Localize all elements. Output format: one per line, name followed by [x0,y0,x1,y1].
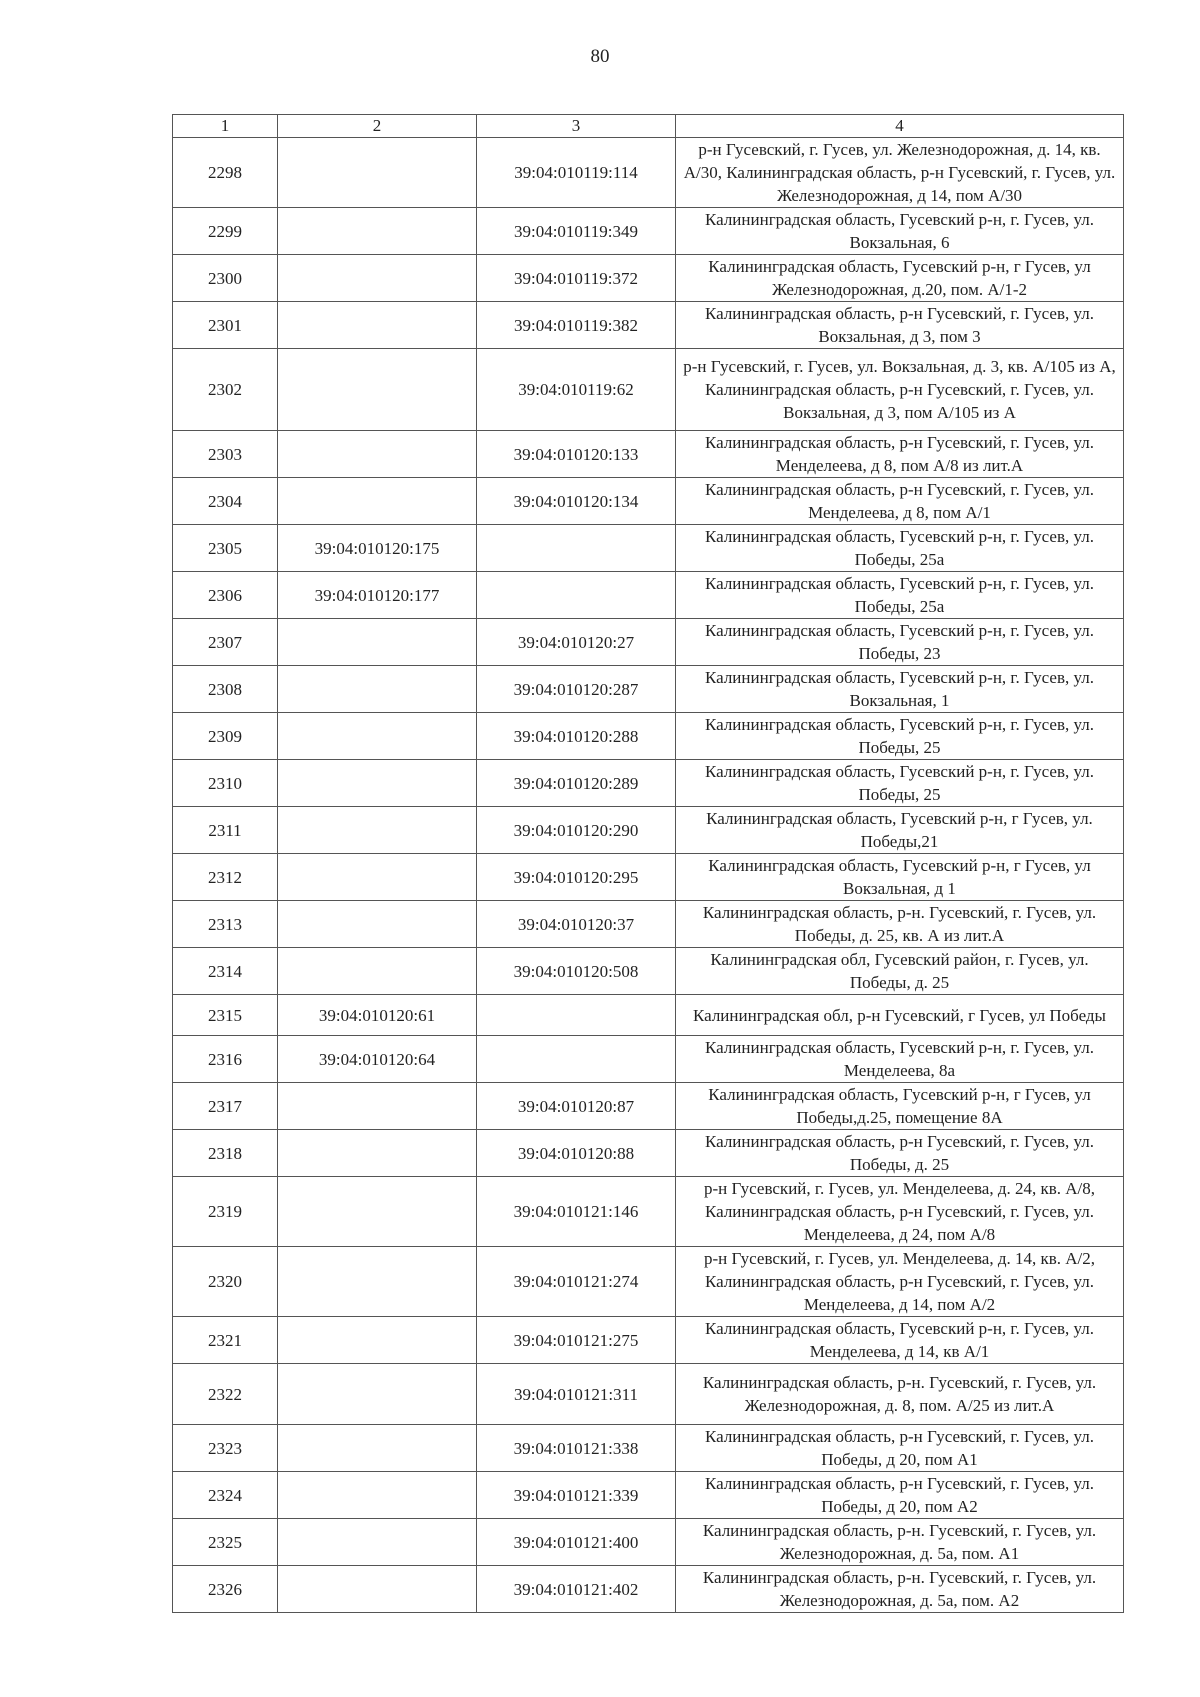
cadastral-cell [278,948,477,995]
address-cell: Калининградская область, Гусевский р-н, г. Гусев, ул. Победы, 25 [676,760,1124,807]
cadastral-cell [278,208,477,255]
cadastral-cell: 39:04:010121:275 [477,1317,676,1364]
cadastral-cell: 39:04:010121:400 [477,1519,676,1566]
row-number-cell: 2310 [173,760,278,807]
table-row [173,666,1124,713]
table-row [173,1177,1124,1247]
row-number-cell: 2301 [173,302,278,349]
table-row [173,255,1124,302]
table-row [173,1130,1124,1177]
cadastral-cell [278,1177,477,1247]
cadastral-cell: 39:04:010120:61 [278,995,477,1036]
cadastral-cell [278,478,477,525]
row-number-cell: 2311 [173,807,278,854]
address-cell: Калининградская область, Гусевский р-н, г Гусев, ул Победы,д.25, помещение 8А [676,1083,1124,1130]
cadastral-cell: 39:04:010120:27 [477,619,676,666]
cadastral-cell [278,1364,477,1425]
row-number-cell: 2306 [173,572,278,619]
table-row [173,760,1124,807]
row-number-cell: 2312 [173,854,278,901]
cadastral-cell: 39:04:010121:402 [477,1566,676,1613]
cadastral-cell [278,713,477,760]
row-number-cell: 2308 [173,666,278,713]
row-number-cell: 2302 [173,349,278,431]
row-number-cell: 2324 [173,1472,278,1519]
table-row [173,854,1124,901]
table-row [173,995,1124,1036]
column-header: 3 [477,115,676,138]
cadastral-cell: 39:04:010120:290 [477,807,676,854]
table-row [173,572,1124,619]
table-row [173,1472,1124,1519]
table-row [173,1317,1124,1364]
cadastral-cell [278,760,477,807]
cadastral-cell [278,349,477,431]
cadastral-cell: 39:04:010120:287 [477,666,676,713]
row-number-cell: 2322 [173,1364,278,1425]
cadastral-cell [278,1519,477,1566]
cadastral-cell [278,302,477,349]
cadastral-cell: 39:04:010120:288 [477,713,676,760]
cadastral-cell: 39:04:010120:508 [477,948,676,995]
cadastral-cell [278,1317,477,1364]
address-cell: Калининградская область, р-н Гусевский, г. Гусев, ул. Победы, д 20, пом А1 [676,1425,1124,1472]
cadastral-cell [477,995,676,1036]
row-number-cell: 2304 [173,478,278,525]
row-number-cell: 2318 [173,1130,278,1177]
cadastral-cell: 39:04:010120:87 [477,1083,676,1130]
cadastral-cell [278,431,477,478]
address-cell: Калининградская область, Гусевский р-н, г. Гусев, ул. Менделеева, 8а [676,1036,1124,1083]
table-row [173,1036,1124,1083]
row-number-cell: 2326 [173,1566,278,1613]
address-cell: Калининградская область, р-н. Гусевский, г. Гусев, ул. Железнодорожная, д. 5а, пом. А1 [676,1519,1124,1566]
row-number-cell: 2317 [173,1083,278,1130]
cadastral-cell: 39:04:010120:133 [477,431,676,478]
cadastral-cell: 39:04:010120:37 [477,901,676,948]
cadastral-cell: 39:04:010120:88 [477,1130,676,1177]
cadastral-cell: 39:04:010120:64 [278,1036,477,1083]
cadastral-cell: 39:04:010121:339 [477,1472,676,1519]
table-row [173,431,1124,478]
cadastral-cell [477,1036,676,1083]
cadastral-cell [278,138,477,208]
cadastral-cell: 39:04:010119:114 [477,138,676,208]
address-cell: Калининградская область, Гусевский р-н, г. Гусев, ул. Победы, 25а [676,525,1124,572]
table-row [173,1425,1124,1472]
address-cell: Калининградская область, Гусевский р-н, г. Гусев, ул. Вокзальная, 1 [676,666,1124,713]
address-cell: Калининградская обл, р-н Гусевский, г Гусев, ул Победы [676,995,1124,1036]
row-number-cell: 2314 [173,948,278,995]
table-row [173,138,1124,208]
cadastral-cell [278,1130,477,1177]
address-cell: Калининградская область, р-н. Гусевский, г. Гусев, ул. Железнодорожная, д. 5а, пом. А2 [676,1566,1124,1613]
table-row [173,349,1124,431]
cadastral-cell [278,666,477,713]
column-header: 2 [278,115,477,138]
address-cell: Калининградская область, р-н Гусевский, г. Гусев, ул. Менделеева, д 8, пом А/1 [676,478,1124,525]
address-cell: р-н Гусевский, г. Гусев, ул. Менделеева, д. 24, кв. А/8, Калининградская область, р-н Гусевский, г. Гусев, ул. Менделеева, д 24, пом А/8 [676,1177,1124,1247]
address-cell: Калининградская область, р-н Гусевский, г. Гусев, ул. Вокзальная, д 3, пом 3 [676,302,1124,349]
cadastral-cell [278,1566,477,1613]
table-row [173,1566,1124,1613]
row-number-cell: 2320 [173,1247,278,1317]
cadastral-cell: 39:04:010121:274 [477,1247,676,1317]
address-cell: Калининградская область, Гусевский р-н, г. Гусев, ул. Победы, 25 [676,713,1124,760]
cadastral-cell [278,854,477,901]
column-header: 1 [173,115,278,138]
cadastral-cell [278,1425,477,1472]
address-cell: Калининградская область, Гусевский р-н, г Гусев, ул Железнодорожная, д.20, пом. А/1-2 [676,255,1124,302]
cadastral-cell [278,255,477,302]
cadastral-cell: 39:04:010120:175 [278,525,477,572]
address-cell: р-н Гусевский, г. Гусев, ул. Железнодорожная, д. 14, кв. А/30, Калининградская область, р-н Гусевский, г. Гусев, ул. Железнодорожная, д 14, пом А/30 [676,138,1124,208]
cadastral-cell: 39:04:010120:134 [477,478,676,525]
cadastral-cell: 39:04:010121:146 [477,1177,676,1247]
table-row [173,901,1124,948]
cadastral-cell [477,525,676,572]
cadastral-cell: 39:04:010120:295 [477,854,676,901]
table-row [173,478,1124,525]
registry-table [172,114,1124,1613]
address-cell: Калининградская область, р-н Гусевский, г. Гусев, ул. Менделеева, д 8, пом А/8 из лит.А [676,431,1124,478]
address-cell: Калининградская область, Гусевский р-н, г. Гусев, ул. Победы, 23 [676,619,1124,666]
table-row [173,948,1124,995]
address-cell: Калининградская область, р-н Гусевский, г. Гусев, ул. Победы, д 20, пом А2 [676,1472,1124,1519]
table-row [173,619,1124,666]
cadastral-cell: 39:04:010119:372 [477,255,676,302]
row-number-cell: 2307 [173,619,278,666]
header-row [173,115,1124,138]
row-number-cell: 2303 [173,431,278,478]
row-number-cell: 2325 [173,1519,278,1566]
cadastral-cell: 39:04:010119:62 [477,349,676,431]
address-cell: Калининградская область, Гусевский р-н, г. Гусев, ул. Менделеева, д 14, кв А/1 [676,1317,1124,1364]
table-row [173,807,1124,854]
table-row [173,1247,1124,1317]
row-number-cell: 2313 [173,901,278,948]
row-number-cell: 2319 [173,1177,278,1247]
cadastral-cell [477,572,676,619]
address-cell: р-н Гусевский, г. Гусев, ул. Вокзальная, д. 3, кв. А/105 из А, Калининградская область, р-н Гусевский, г. Гусев, ул. Вокзальная, д 3, пом А/105 из А [676,349,1124,431]
row-number-cell: 2315 [173,995,278,1036]
table-row [173,1083,1124,1130]
row-number-cell: 2299 [173,208,278,255]
table-row [173,713,1124,760]
address-cell: р-н Гусевский, г. Гусев, ул. Менделеева, д. 14, кв. А/2, Калининградская область, р-н Гусевский, г. Гусев, ул. Менделеева, д 14, пом А/2 [676,1247,1124,1317]
row-number-cell: 2323 [173,1425,278,1472]
table-row [173,525,1124,572]
address-cell: Калининградская область, Гусевский р-н, г Гусев, ул Вокзальная, д 1 [676,854,1124,901]
row-number-cell: 2321 [173,1317,278,1364]
cadastral-cell: 39:04:010119:349 [477,208,676,255]
cadastral-cell: 39:04:010121:338 [477,1425,676,1472]
page-number: 80 [590,46,610,67]
row-number-cell: 2316 [173,1036,278,1083]
cadastral-cell: 39:04:010121:311 [477,1364,676,1425]
address-cell: Калининградская область, р-н. Гусевский, г. Гусев, ул. Победы, д. 25, кв. А из лит.А [676,901,1124,948]
cadastral-cell [278,1472,477,1519]
table-row [173,1364,1124,1425]
cadastral-cell [278,1083,477,1130]
table-row [173,302,1124,349]
row-number-cell: 2300 [173,255,278,302]
address-cell: Калининградская область, Гусевский р-н, г. Гусев, ул. Победы, 25а [676,572,1124,619]
row-number-cell: 2305 [173,525,278,572]
address-cell: Калининградская обл, Гусевский район, г. Гусев, ул. Победы, д. 25 [676,948,1124,995]
cadastral-cell [278,807,477,854]
row-number-cell: 2298 [173,138,278,208]
table-row [173,1519,1124,1566]
cadastral-cell: 39:04:010120:177 [278,572,477,619]
cadastral-cell [278,901,477,948]
address-cell: Калининградская область, р-н. Гусевский, г. Гусев, ул. Железнодорожная, д. 8, пом. А/25 из лит.А [676,1364,1124,1425]
cadastral-cell: 39:04:010119:382 [477,302,676,349]
address-cell: Калининградская область, р-н Гусевский, г. Гусев, ул. Победы, д. 25 [676,1130,1124,1177]
address-cell: Калининградская область, Гусевский р-н, г Гусев, ул. Победы,21 [676,807,1124,854]
column-header: 4 [676,115,1124,138]
cadastral-cell [278,1247,477,1317]
cadastral-cell: 39:04:010120:289 [477,760,676,807]
address-cell: Калининградская область, Гусевский р-н, г. Гусев, ул. Вокзальная, 6 [676,208,1124,255]
table-row [173,208,1124,255]
cadastral-cell [278,619,477,666]
row-number-cell: 2309 [173,713,278,760]
